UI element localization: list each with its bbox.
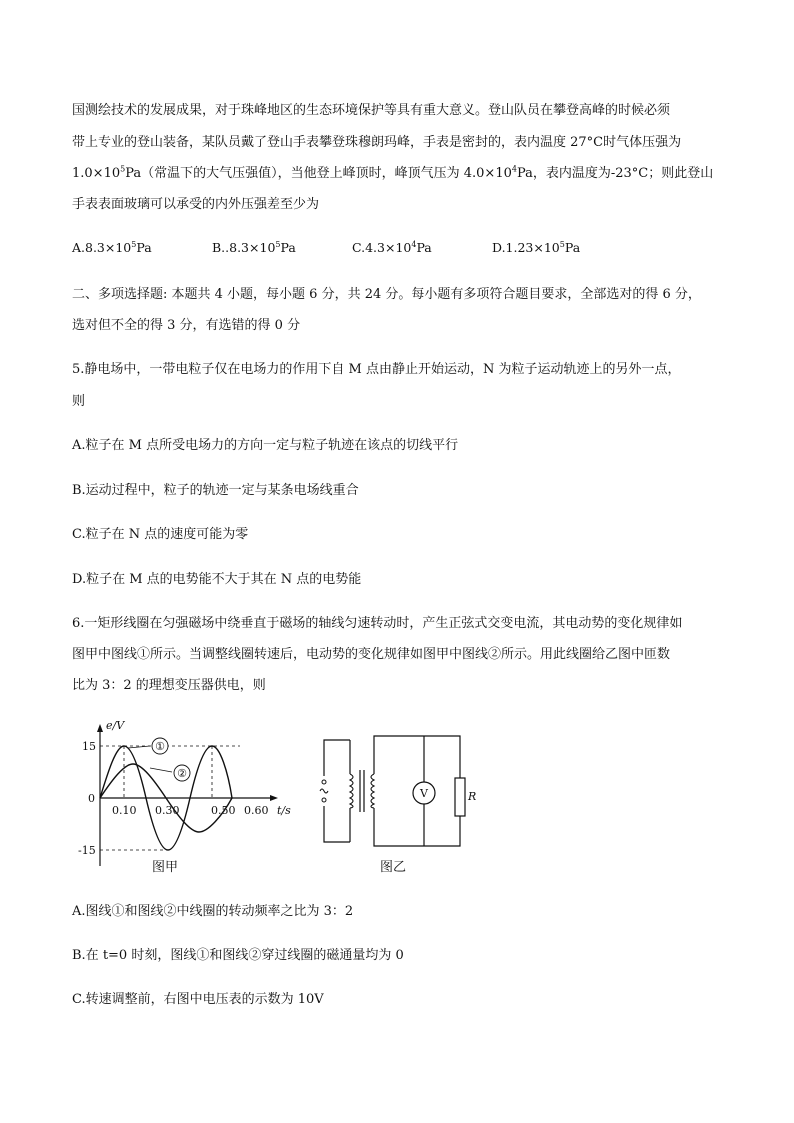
q4-option-a: [72, 240, 152, 255]
q5-option-b: B.运动过程中，粒子的轨迹一定与某条电场线重合: [72, 483, 359, 498]
x-axis-arrow: [270, 795, 278, 801]
x-axis-label: t/s: [277, 804, 291, 817]
section2-line-2: 选对但不全的得 3 分，有选错的得 0 分: [72, 318, 301, 333]
figure-a-caption: 图甲: [152, 860, 179, 875]
q5-option-a: A.粒子在 M 点所受电场力的方向一定与粒子轨迹在该点的切线平行: [72, 438, 459, 453]
q4-option-d: [492, 240, 580, 255]
intro-line-2: 带上专业的登山装备，某队员戴了登山手表攀登珠穆朗玛峰，手表是密封的，表内温度 27°C时气体压强为: [72, 135, 682, 150]
q5-option-d: D.粒子在 M 点的电势能不大于其在 N 点的电势能: [72, 572, 362, 587]
x-tick-060: 0.60: [244, 804, 269, 817]
q4-a-text: A.8.3×10: [72, 240, 132, 255]
figure-a-graph: [72, 716, 302, 886]
q6-stem-1: 6.一矩形线圈在匀强磁场中绕垂直于磁场的轴线匀速转动时，产生正弦式交变电流，其电动势的变化规律如: [72, 616, 683, 631]
x-tick-010: 0.10: [112, 804, 137, 817]
q4-option-c: [352, 240, 432, 255]
x-tick-050: 0.50: [211, 804, 236, 817]
curve-1-tag: ①: [155, 740, 165, 753]
intro-line-4: 手表表面玻璃可以承受的内外压强差至少为: [72, 197, 320, 212]
q5-stem-1: 5.静电场中，一带电粒子仅在电场力的作用下自 M 点由静止开始运动，N 为粒子运动轨迹上的另外一点，: [72, 362, 681, 377]
y-axis-label: e/V: [106, 719, 125, 732]
q4-c-text: C.4.3×10: [352, 240, 412, 255]
curve-2-tag: ②: [177, 767, 187, 780]
q4-d-unit: Pa: [564, 240, 581, 255]
q5-option-c: C.粒子在 N 点的速度可能为零: [72, 527, 249, 542]
intro-l3-c: Pa，表内温度为-23°C；则此登山: [516, 166, 714, 181]
q6-stem-3: 比为 3：2 的理想变压器供电，则: [72, 678, 266, 693]
q5-stem-2: 则: [72, 394, 86, 409]
q6-stem-2: 图甲中图线①所示。当调整线圈转速后，电动势的变化规律如图甲中图线②所示。用此线圈给乙图中匝数: [72, 647, 671, 662]
q4-c-sup: 4: [411, 239, 417, 249]
q4-c-unit: Pa: [416, 240, 432, 255]
q4-a-unit: Pa: [136, 240, 152, 255]
intro-l3-a: 1.0×10: [72, 166, 121, 181]
q6-option-a: A.图线①和图线②中线圈的转动频率之比为 3：2: [72, 904, 354, 919]
intro-l3-b: Pa（常温下的大气压强值），当他登上峰顶时，峰顶气压为 4.0×10: [125, 166, 512, 181]
curve-2-leader: [150, 768, 172, 772]
figure-b-circuit: [310, 724, 480, 854]
secondary-coil: [371, 774, 374, 808]
intro-l3-sup2: 4: [511, 164, 517, 174]
x-tick-030: 0.30: [155, 804, 180, 817]
intro-l3-sup: 5: [120, 164, 126, 174]
intro-line-3: [72, 164, 713, 184]
voltmeter-label: V: [420, 787, 428, 800]
primary-coil: [350, 774, 353, 808]
q4-b-sup: 5: [275, 239, 281, 249]
resistor-icon: [455, 778, 465, 816]
section2-line-1: 二、多项选择题: 本题共 4 小题，每小题 6 分，共 24 分。每小题有多项符合题目要求，全部选对的得 6 分，: [72, 287, 701, 302]
y-tick-0: 0: [88, 792, 95, 805]
q4-b-unit: Pa: [280, 240, 296, 255]
q6-option-b: B.在 t=0 时刻，图线①和图线②穿过线圈的磁通量均为 0: [72, 948, 404, 963]
secondary-wire-top: [374, 736, 460, 778]
q4-d-text: D.1.23×10: [492, 240, 560, 255]
secondary-wire-bottom: [374, 808, 460, 846]
intro-line-1: 国测绘技术的发展成果，对于珠峰地区的生态环境保护等具有重大意义。登山队员在攀登高峰的时候必须: [72, 103, 671, 118]
resistor-label: R: [468, 790, 477, 803]
q6-option-c: C.转速调整前，右图中电压表的示数为 10V: [72, 992, 324, 1007]
q4-d-sup: 5: [559, 239, 565, 249]
q4-a-sup: 5: [131, 239, 137, 249]
y-axis-arrow: [97, 724, 103, 732]
q4-b-text: B..8.3×10: [212, 240, 276, 255]
figure-b-caption: 图乙: [380, 860, 407, 875]
y-tick-15: 15: [82, 740, 96, 753]
y-tick-neg15: -15: [78, 844, 96, 857]
q4-option-b: [212, 240, 296, 255]
